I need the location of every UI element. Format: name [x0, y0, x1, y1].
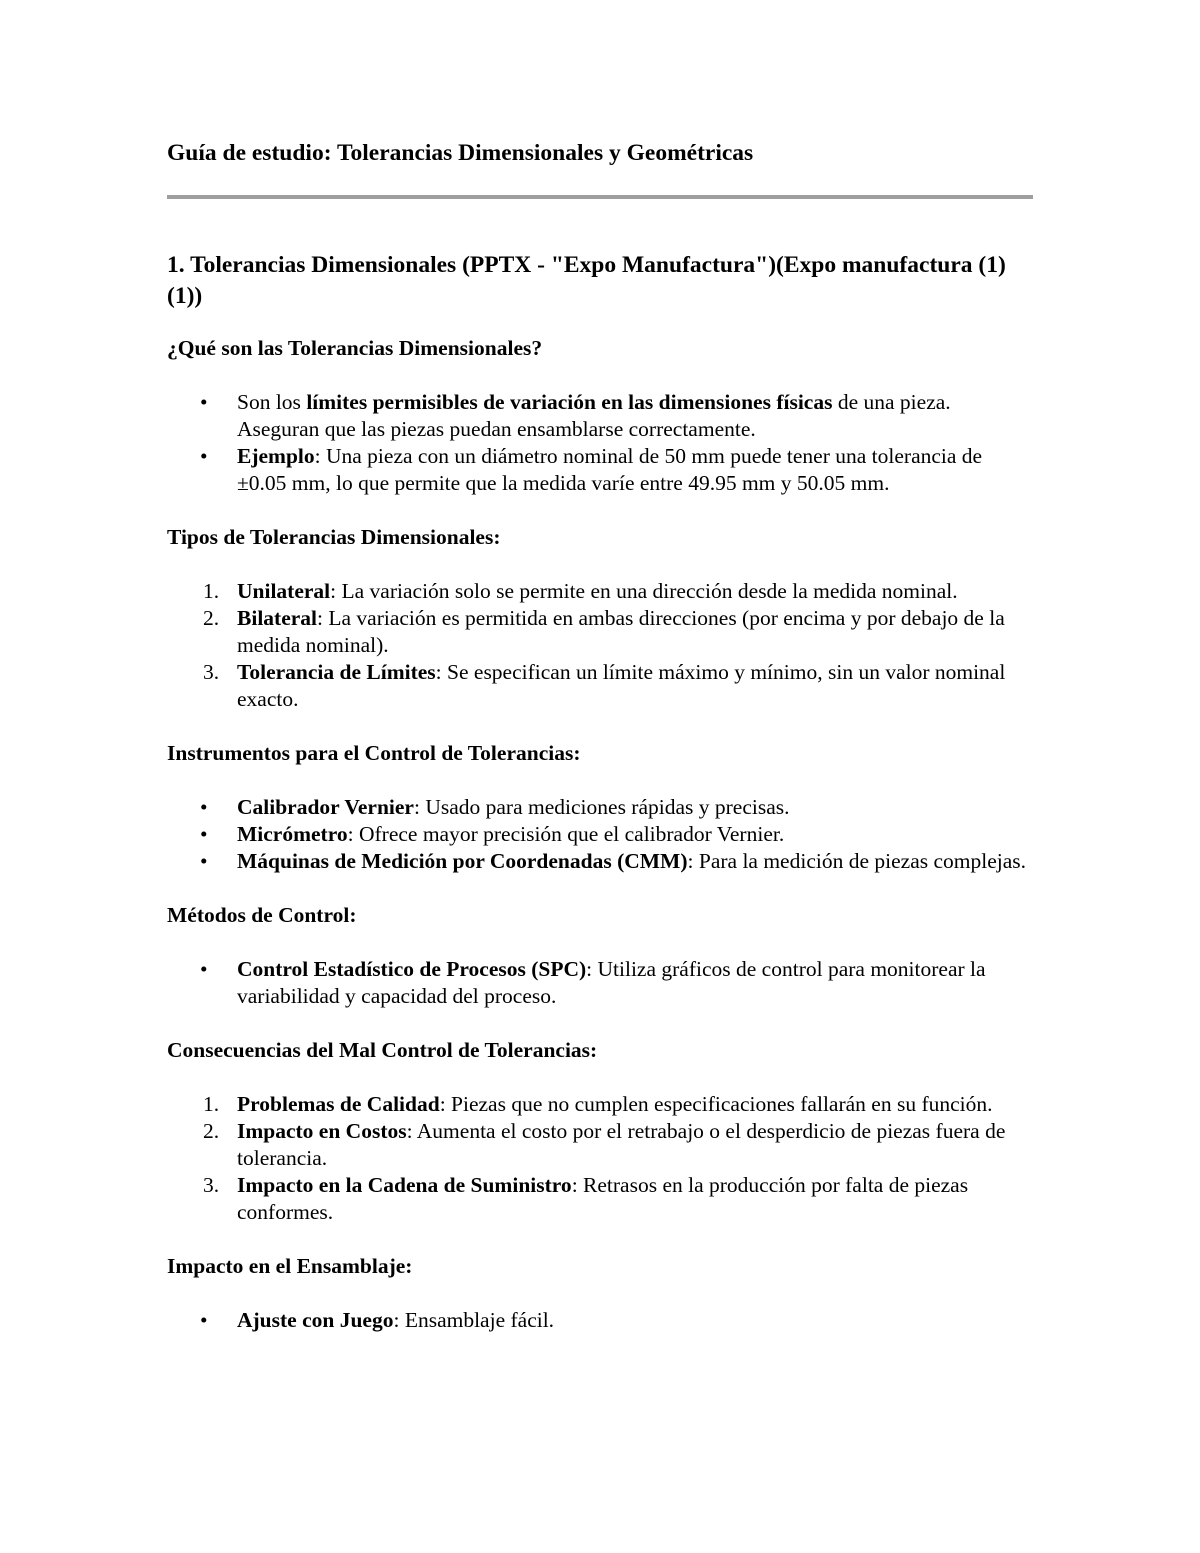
- subheading-tipos: Tipos de Tolerancias Dimensionales:: [167, 525, 501, 549]
- list-item-text: : La variación solo se permite en una dirección desde la medida nominal.: [330, 579, 958, 603]
- bullet-icon: •: [200, 849, 208, 873]
- subheading-que-son: ¿Qué son las Tolerancias Dimensionales?: [167, 336, 543, 360]
- list-item-bold: Calibrador Vernier: [237, 795, 414, 819]
- list-item: [167, 605, 1033, 659]
- list-item-text: : Ensamblaje fácil.: [393, 1308, 555, 1332]
- list-item-bold: Ejemplo: [237, 444, 315, 468]
- section-heading: 1. Tolerancias Dimensionales (PPTX - "Expo Manufactura")(Expo manufactura (1) (1)): [167, 252, 1006, 309]
- list-item-bold: Máquinas de Medición por Coordenadas (CMM): [237, 849, 688, 873]
- list-item-text: : Retrasos en la producción por falta de piezas conformes.: [237, 1173, 969, 1224]
- list-item: [167, 956, 1033, 1010]
- list-item-text: : Una pieza con un diámetro nominal de 50 mm puede tener una tolerancia de ±0.05 mm, lo que permite que la medida varíe entre 49.95 mm y 50.05 mm.: [237, 444, 983, 495]
- subheading-ensamblaje: Impacto en el Ensamblaje:: [167, 1254, 413, 1278]
- bullet-icon: •: [200, 390, 208, 414]
- list-item: [167, 578, 1033, 605]
- bullet-icon: •: [200, 957, 208, 981]
- bullet-list-instrumentos: [167, 794, 1033, 875]
- subheading-metodos: Métodos de Control:: [167, 903, 357, 927]
- list-item: [167, 1307, 1033, 1334]
- list-item-bold: Unilateral: [237, 579, 331, 603]
- list-item: [167, 821, 1033, 848]
- list-item-bold: Bilateral: [237, 606, 318, 630]
- list-item-bold: Control Estadístico de Procesos (SPC): [237, 957, 587, 981]
- list-item-bold: Ajuste con Juego: [237, 1308, 394, 1332]
- list-item-text: : Ofrece mayor precisión que el calibrador Vernier.: [347, 822, 785, 846]
- list-item-text: : Piezas que no cumplen especificaciones fallarán en su función.: [439, 1092, 993, 1116]
- list-item: [167, 848, 1033, 875]
- bullet-icon: •: [200, 822, 208, 846]
- list-number: 3.: [203, 660, 220, 684]
- bullet-list-metodos: [167, 956, 1033, 1010]
- list-item: [167, 659, 1033, 713]
- list-item-text: de una pieza. Aseguran que las piezas puedan ensamblarse correctamente.: [237, 390, 951, 441]
- list-number: 3.: [203, 1173, 220, 1197]
- bullet-list-definition: [167, 389, 1033, 497]
- list-number: 2.: [203, 606, 220, 630]
- list-item: [167, 1118, 1033, 1172]
- bullet-icon: •: [200, 444, 208, 468]
- list-item-text: Son los: [237, 390, 307, 414]
- list-item-bold: Impacto en Costos: [237, 1119, 407, 1143]
- bullet-icon: •: [200, 795, 208, 819]
- list-item-bold: Problemas de Calidad: [237, 1092, 440, 1116]
- subheading-consecuencias: Consecuencias del Mal Control de Tolerancias:: [167, 1038, 598, 1062]
- list-item-bold: Micrómetro: [237, 822, 348, 846]
- list-number: 2.: [203, 1119, 220, 1143]
- list-item-text: : Aumenta el costo por el retrabajo o el desperdicio de piezas fuera de tolerancia.: [237, 1119, 1006, 1170]
- list-item-bold: límites permisibles de variación en las dimensiones físicas: [306, 390, 833, 414]
- subheading-instrumentos: Instrumentos para el Control de Tolerancias:: [167, 741, 581, 765]
- numbered-list-tipos: [167, 578, 1033, 713]
- list-item-bold: Tolerancia de Límites: [237, 660, 436, 684]
- document-content: [167, 138, 1033, 1361]
- list-item-text: : Se especifican un límite máximo y mínimo, sin un valor nominal exacto.: [237, 660, 1006, 711]
- list-item-bold: Impacto en la Cadena de Suministro: [237, 1173, 572, 1197]
- bullet-list-ensamblaje: [167, 1307, 1033, 1334]
- document-title: Guía de estudio: Tolerancias Dimensionales y Geométricas: [167, 140, 754, 166]
- list-item: [167, 794, 1033, 821]
- list-number: 1.: [203, 1092, 220, 1116]
- numbered-list-consecuencias: [167, 1091, 1033, 1226]
- list-item: [167, 1172, 1033, 1226]
- list-item-text: : Usado para mediciones rápidas y precisas.: [413, 795, 790, 819]
- list-item: [167, 1091, 1033, 1118]
- horizontal-rule: [167, 195, 1033, 199]
- list-item: [167, 389, 1033, 443]
- bullet-icon: •: [200, 1308, 208, 1332]
- list-item-text: : Para la medición de piezas complejas.: [687, 849, 1027, 873]
- list-item-text: : Utiliza gráficos de control para monitorear la variabilidad y capacidad del proceso.: [237, 957, 986, 1008]
- list-item-text: : La variación es permitida en ambas direcciones (por encima y por debajo de la medida nominal).: [237, 606, 1005, 657]
- list-number: 1.: [203, 579, 220, 603]
- list-item: [167, 443, 1033, 497]
